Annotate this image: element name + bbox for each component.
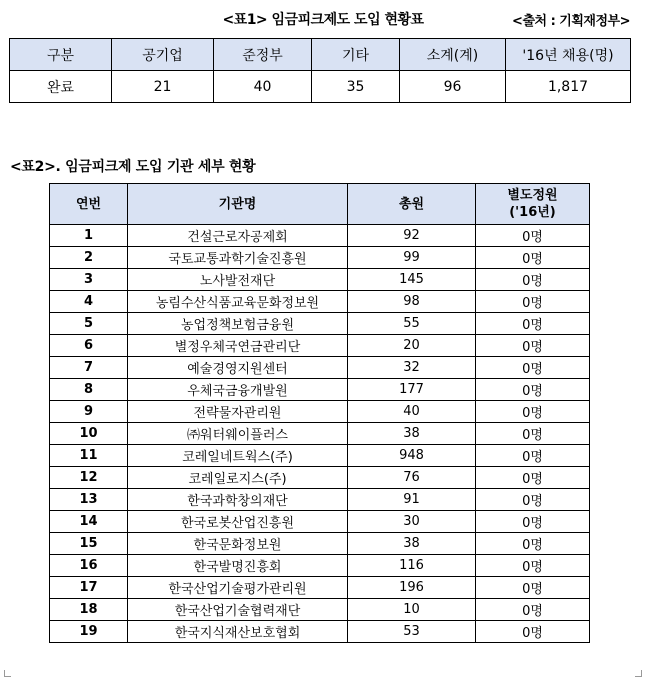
cell-institution-name: 코레일네트웍스(주) <box>128 445 348 467</box>
cell-separate-quota: 0명 <box>476 357 590 379</box>
cell-institution-name: 농업정책보험금융원 <box>128 313 348 335</box>
cell-serial-no: 1 <box>50 225 128 247</box>
cell-serial-no: 6 <box>50 335 128 357</box>
cell-serial-no: 3 <box>50 269 128 291</box>
header-separate-quota <box>476 184 590 225</box>
cell-separate-quota: 0명 <box>476 291 590 313</box>
cell-public-enterprise: 21 <box>112 71 214 103</box>
cell-separate-quota: 0명 <box>476 269 590 291</box>
cell-total-staff: 55 <box>348 313 476 335</box>
cell-category: 완료 <box>10 71 112 103</box>
cell-separate-quota: 0명 <box>476 533 590 555</box>
cell-hiring-2016: 1,817 <box>506 71 631 103</box>
cell-total-staff: 76 <box>348 467 476 489</box>
cell-institution-name: 한국지식재산보호협회 <box>128 621 348 643</box>
cell-separate-quota: 0명 <box>476 247 590 269</box>
header-subtotal: 소계(계) <box>400 39 506 71</box>
cell-separate-quota: 0명 <box>476 379 590 401</box>
table2-title: <표2>. 임금피크제 도입 기관 세부 현황 <box>10 159 256 175</box>
table-row <box>50 555 590 577</box>
cell-institution-name: ㈜워터웨이플러스 <box>128 423 348 445</box>
cell-separate-quota: 0명 <box>476 313 590 335</box>
table-row <box>50 313 590 335</box>
header-category: 구분 <box>10 39 112 71</box>
cell-total-staff: 92 <box>348 225 476 247</box>
cell-total-staff: 20 <box>348 335 476 357</box>
table2-body <box>50 225 590 643</box>
cell-institution-name: 한국산업기술협력재단 <box>128 599 348 621</box>
cell-institution-name: 한국발명진흥회 <box>128 555 348 577</box>
cell-serial-no: 14 <box>50 511 128 533</box>
cell-serial-no: 15 <box>50 533 128 555</box>
table1-header-row <box>10 39 631 71</box>
cell-quasi-government: 40 <box>214 71 312 103</box>
table-row <box>50 533 590 555</box>
table-row <box>10 71 631 103</box>
cell-other: 35 <box>312 71 400 103</box>
header-serial-no: 연번 <box>50 184 128 225</box>
cell-serial-no: 4 <box>50 291 128 313</box>
table-row <box>50 445 590 467</box>
cell-total-staff: 38 <box>348 533 476 555</box>
cell-total-staff: 196 <box>348 577 476 599</box>
cell-total-staff: 99 <box>348 247 476 269</box>
cell-institution-name: 전략물자관리원 <box>128 401 348 423</box>
table-row <box>50 511 590 533</box>
header-separate-quota-line1: 별도정원 <box>507 188 558 203</box>
cell-separate-quota: 0명 <box>476 225 590 247</box>
cell-separate-quota: 0명 <box>476 555 590 577</box>
cell-serial-no: 2 <box>50 247 128 269</box>
cell-serial-no: 13 <box>50 489 128 511</box>
header-public-enterprise: 공기업 <box>112 39 214 71</box>
cell-total-staff: 10 <box>348 599 476 621</box>
header-institution-name: 기관명 <box>128 184 348 225</box>
cell-separate-quota: 0명 <box>476 401 590 423</box>
cell-serial-no: 7 <box>50 357 128 379</box>
cell-institution-name: 우체국금융개발원 <box>128 379 348 401</box>
table-row <box>50 335 590 357</box>
cell-serial-no: 18 <box>50 599 128 621</box>
cell-institution-name: 국토교통과학기술진흥원 <box>128 247 348 269</box>
cell-total-staff: 116 <box>348 555 476 577</box>
cell-separate-quota: 0명 <box>476 335 590 357</box>
page-corner-mark-left <box>4 670 11 677</box>
cell-subtotal: 96 <box>400 71 506 103</box>
table-row <box>50 621 590 643</box>
cell-separate-quota: 0명 <box>476 445 590 467</box>
cell-total-staff: 32 <box>348 357 476 379</box>
cell-institution-name: 코레일로지스(주) <box>128 467 348 489</box>
page-corner-mark-right <box>635 670 642 677</box>
cell-separate-quota: 0명 <box>476 423 590 445</box>
header-separate-quota-line2: ('16년) <box>509 205 556 220</box>
peak-wage-status-table <box>9 38 631 103</box>
cell-institution-name: 한국문화정보원 <box>128 533 348 555</box>
header-other: 기타 <box>312 39 400 71</box>
cell-total-staff: 177 <box>348 379 476 401</box>
cell-total-staff: 948 <box>348 445 476 467</box>
cell-total-staff: 30 <box>348 511 476 533</box>
cell-institution-name: 한국산업기술평가관리원 <box>128 577 348 599</box>
cell-institution-name: 한국과학창의재단 <box>128 489 348 511</box>
cell-serial-no: 10 <box>50 423 128 445</box>
table-row <box>50 247 590 269</box>
table-row <box>50 225 590 247</box>
cell-separate-quota: 0명 <box>476 511 590 533</box>
cell-serial-no: 16 <box>50 555 128 577</box>
table-row <box>50 401 590 423</box>
cell-serial-no: 9 <box>50 401 128 423</box>
table1-source: <출처 : 기획재정부> <box>512 14 630 29</box>
table1-title: <표1> 임금피크제도 도입 현황표 <box>222 12 424 28</box>
table-row <box>50 467 590 489</box>
cell-total-staff: 53 <box>348 621 476 643</box>
institution-detail-table <box>49 183 590 643</box>
cell-institution-name: 노사발전재단 <box>128 269 348 291</box>
table-row <box>50 379 590 401</box>
table-row <box>50 269 590 291</box>
cell-institution-name: 별정우체국연금관리단 <box>128 335 348 357</box>
cell-serial-no: 8 <box>50 379 128 401</box>
cell-total-staff: 40 <box>348 401 476 423</box>
cell-separate-quota: 0명 <box>476 621 590 643</box>
cell-institution-name: 한국로봇산업진흥원 <box>128 511 348 533</box>
header-total-staff: 총원 <box>348 184 476 225</box>
cell-serial-no: 19 <box>50 621 128 643</box>
cell-serial-no: 5 <box>50 313 128 335</box>
header-quasi-government: 준정부 <box>214 39 312 71</box>
cell-institution-name: 예술경영지원센터 <box>128 357 348 379</box>
cell-serial-no: 17 <box>50 577 128 599</box>
table-row <box>50 357 590 379</box>
table2-header-row <box>50 184 590 225</box>
table-row <box>50 577 590 599</box>
table-row <box>50 489 590 511</box>
cell-institution-name: 농림수산식품교육문화정보원 <box>128 291 348 313</box>
table-row <box>50 291 590 313</box>
table-row <box>50 423 590 445</box>
cell-total-staff: 98 <box>348 291 476 313</box>
cell-separate-quota: 0명 <box>476 467 590 489</box>
table-row <box>50 599 590 621</box>
cell-serial-no: 12 <box>50 467 128 489</box>
cell-total-staff: 145 <box>348 269 476 291</box>
cell-total-staff: 91 <box>348 489 476 511</box>
cell-separate-quota: 0명 <box>476 599 590 621</box>
header-hiring-2016: '16년 채용(명) <box>506 39 631 71</box>
cell-serial-no: 11 <box>50 445 128 467</box>
cell-separate-quota: 0명 <box>476 577 590 599</box>
cell-separate-quota: 0명 <box>476 489 590 511</box>
cell-total-staff: 38 <box>348 423 476 445</box>
cell-institution-name: 건설근로자공제회 <box>128 225 348 247</box>
